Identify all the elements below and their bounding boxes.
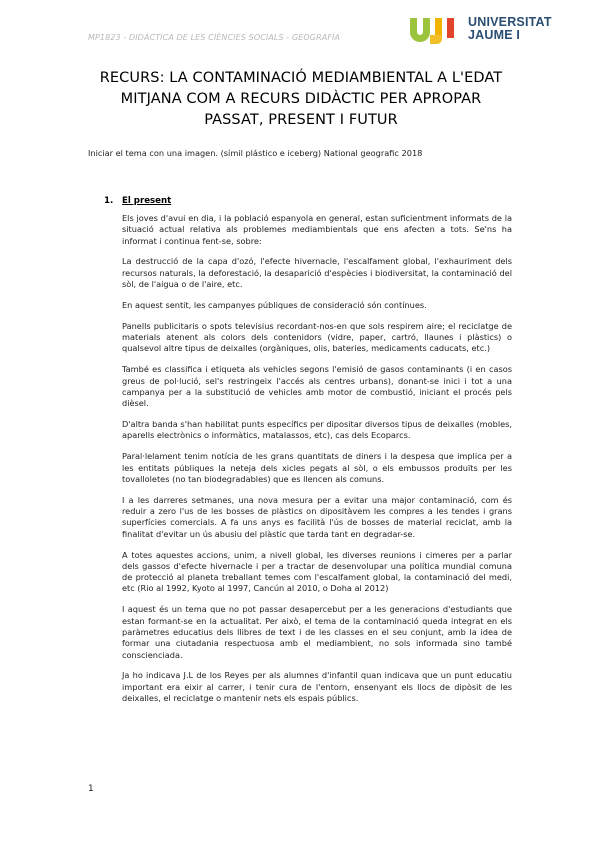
logo-line-1: UNIVERSITAT xyxy=(468,15,552,29)
course-header: MP1823 - DIDÀCTICA DE LES CIÈNCIES SOCIALS - GEOGRAFÍA xyxy=(88,33,341,42)
section-title: El present xyxy=(122,196,172,206)
paragraph: Ja ho indicava J.L de los Reyes per als alumnes d'infantil quan indicava que un punt educatiu important era eixir al carrer, i tenir cura de l'entorn, ensenyant els llocs de dipòsit de les deixalles, el reciclatge o mantenir nets els espais públics. xyxy=(122,670,512,704)
intro-note: Iniciar el tema con una imagen. (símil plástico e iceberg) National geografic 2018 xyxy=(88,148,423,158)
paragraph: D'altra banda s'han habilitat punts específics per dipositar diversos tipus de deixalles (mobles, aparells electrònics o informàtics, matalassos, etc), cas dels Ecoparcs. xyxy=(122,419,512,441)
university-name xyxy=(468,16,552,42)
paragraph: Els joves d'avui en dia, i la població espanyola en general, estan suficientment informats de la situació actual relativa als problemes mediambientals que ens afecten a tots. Se'ns ha informat i continua fent-se, sobre: xyxy=(122,213,512,246)
paragraph: I aquest és un tema que no pot passar desapercebut per a les generacions d'estudiants que estan formant-se en la actualitat. Per això, el tema de la contaminació queda integrat en els paràmetres educatius dels llibres de text i de les classes en el seu conjunt, amb la idea de formar una ciutadania respectuosa amb el mediambient, no sols informada sino també conscienciada. xyxy=(122,604,512,660)
paragraph: La destrucció de la capa d'ozó, l'efecte hivernacle, l'escalfament global, l'exhauriment dels recursos naturals, la deforestació, la desaparició d'espècies i biodiversitat, la contaminació del sòl, de l'aigua o de l'aire, etc. xyxy=(122,256,512,290)
uji-logo-icon xyxy=(408,14,464,44)
paragraph: També es classifica i etiqueta als vehicles segons l'emisió de gasos contaminants (i en casos greus de pol·lució, sel's restringeix l'accés als centres urbans), donant-se inici i tot a una campanya per a la substitució de vehicles amb motor de combustió, iniciant el procés pels dièsel. xyxy=(122,364,512,409)
paragraph: En aquest sentit, les campanyes públiques de consideració són contínues. xyxy=(122,299,427,310)
section-number: 1. xyxy=(104,196,114,206)
paragraph: A totes aquestes accions, unim, a nivell global, les diverses reunions i cimeres per a parlar dels gassos d'efecte hivernacle i per a tractar de desenvolupar una política mundial comuna de protecció al planeta treballant temes com l'escalfament global, la contaminació del medi, etc (Rio al 1992, Kyoto al 1997, Cancún al 2010, o Doha al 2012) xyxy=(122,549,512,594)
logo-line-2: JAUME I xyxy=(468,28,521,42)
page-number: 1 xyxy=(88,784,94,794)
document-title: RECURS: LA CONTAMINACIÓ MEDIAMBIENTAL A L'EDAT MITJANA COM A RECURS DIDÀCTIC PER APROPAR PASSAT, PRESENT I FUTUR xyxy=(99,70,503,128)
section-heading xyxy=(104,196,171,206)
paragraph: Panells publicitaris o spots televisius recordant-nos-en que sols respirem aire; el reciclatge de materials atenent als colors dels contenidors (vidre, paper, cartró, llaunes i plàstics) o qualsevol altre tipus de deixalles (orgàniques, olis, bateries, medicaments caducats, etc.) xyxy=(122,320,512,354)
university-logo xyxy=(408,14,578,44)
paragraph: Paral·lelament tenim notícia de les grans quantitats de diners i la despesa que implica per a les entitats públiques la neteja dels xicles pegats al sòl, o els embussos produïts per les tovalloletes (no tan biodegradables) que es llencen als comuns. xyxy=(122,451,512,484)
paragraph: I a les darreres setmanes, una nova mesura per a evitar una major contaminació, com és reduir a zero l'us de les bosses de plàstics on dipositàvem les compres a les tendes i grans superfícies comercials. A fa uns anys es facilità l'ús de bosses de material reciclat, amb la finalitat d'evitar un ús abusiu del plàstic que tarda tant en degradar-se. xyxy=(122,494,512,539)
section-body xyxy=(122,213,512,714)
